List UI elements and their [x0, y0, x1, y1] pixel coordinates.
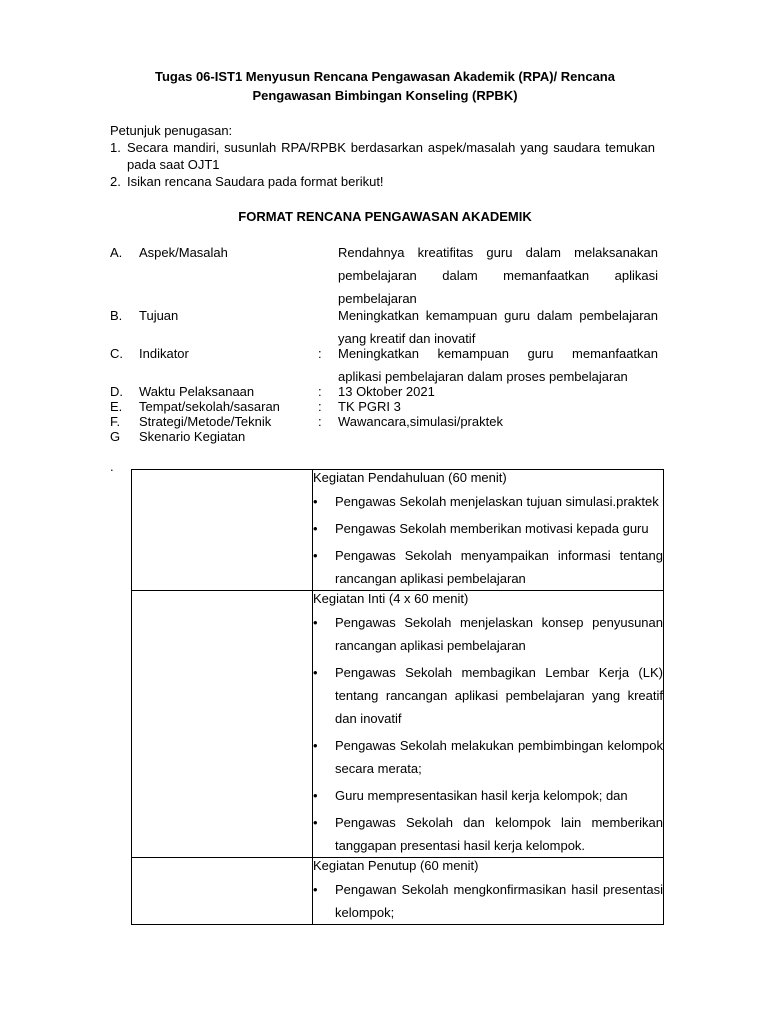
bullet-icon: •	[313, 882, 318, 897]
bullet-icon: •	[313, 615, 318, 630]
list-item-text: Pengawas Sekolah membagikan Lembar Kerja (LK) tentang rancangan aplikasi pembelajaran yang kreatif dan inovatif	[335, 665, 663, 726]
section-heading: Kegiatan Penutup (60 menit)	[313, 858, 479, 873]
stray-dot: .	[110, 459, 114, 474]
table-row	[132, 470, 664, 591]
field-label: Aspek/Masalah	[139, 245, 228, 260]
bullet-icon: •	[313, 548, 318, 563]
field-value: 13 Oktober 2021	[338, 384, 435, 399]
table-cell-empty	[132, 470, 313, 591]
field-value: TK PGRI 3	[338, 399, 401, 414]
list-item	[313, 784, 663, 807]
field-letter: A.	[110, 245, 123, 260]
bullet-icon: •	[313, 521, 318, 536]
list-item-text: Pengawan Sekolah mengkonfirmasikan hasil presentasi kelompok;	[335, 882, 663, 920]
bullet-icon: •	[313, 815, 318, 830]
field-label: Waktu Pelaksanaan	[139, 384, 255, 399]
list-item-text: Pengawas Sekolah menjelaskan tujuan simulasi.praktek	[335, 494, 659, 509]
field-value: Meningkatkan kemampuan guru memanfaatkan aplikasi pembelajaran dalam proses pembelajaran	[338, 346, 658, 384]
list-item-text: Pengawas Sekolah melakukan pembimbingan kelompok secara merata;	[335, 738, 663, 776]
field-label: Tujuan	[139, 308, 179, 323]
field-value: Meningkatkan kemampuan guru dalam pembelajaran yang kreatif dan inovatif	[338, 308, 658, 346]
title-line-2: Pengawasan Bimbingan Konseling (RPBK)	[252, 88, 518, 103]
field-letter: E.	[110, 399, 123, 414]
list-item-text: Pengawas Sekolah dan kelompok lain memberikan tanggapan presentasi hasil kerja kelompok.	[335, 815, 663, 853]
scenario-table	[131, 469, 664, 925]
field-letter: F.	[110, 414, 121, 429]
list-item-text: Guru mempresentasikan hasil kerja kelompok; dan	[335, 788, 628, 803]
field-label: Indikator	[139, 346, 189, 361]
list-item	[313, 611, 663, 657]
instruction-item	[110, 173, 655, 190]
list-item	[313, 490, 663, 513]
instruction-number: 2.	[110, 174, 121, 189]
list-item	[313, 734, 663, 780]
section-heading: Kegiatan Pendahuluan (60 menit)	[313, 470, 507, 485]
field-label: Skenario Kegiatan	[139, 429, 246, 444]
field-colon: :	[318, 399, 322, 414]
bullet-icon: •	[313, 738, 318, 753]
section-heading: Kegiatan Inti (4 x 60 menit)	[313, 591, 469, 606]
bullet-icon: •	[313, 665, 318, 680]
format-title: FORMAT RENCANA PENGAWASAN AKADEMIK	[238, 209, 532, 224]
field-letter: C.	[110, 346, 123, 361]
field-colon: :	[318, 346, 322, 361]
list-item	[313, 544, 663, 590]
instructions-list	[110, 139, 655, 190]
list-item	[313, 811, 663, 857]
title-line-1: Tugas 06-IST1 Menyusun Rencana Pengawasan Akademik (RPA)/ Rencana	[155, 69, 615, 84]
bullet-icon: •	[313, 788, 318, 803]
scenario-section-inti	[313, 591, 664, 858]
scenario-section-penutup	[313, 858, 664, 925]
field-letter: D.	[110, 384, 123, 399]
field-letter: B.	[110, 308, 123, 323]
table-row	[132, 858, 664, 925]
table-row	[132, 591, 664, 858]
list-item	[313, 517, 663, 540]
instruction-text: Secara mandiri, susunlah RPA/RPBK berdasarkan aspek/masalah yang saudara temukan pada saat OJT1	[127, 140, 655, 172]
field-label: Tempat/sekolah/sasaran	[139, 399, 280, 414]
field-value: Wawancara,simulasi/praktek	[338, 414, 503, 429]
list-item	[313, 661, 663, 730]
field-letter: G	[110, 429, 121, 444]
table-cell-empty	[132, 858, 313, 925]
field-colon: :	[318, 414, 322, 429]
instruction-item	[110, 139, 655, 173]
scenario-section-pendahuluan	[313, 470, 664, 591]
list-item	[313, 878, 663, 924]
list-item-text: Pengawas Sekolah menjelaskan konsep penyusunan rancangan aplikasi pembelajaran	[335, 615, 663, 653]
table-cell-empty	[132, 591, 313, 858]
list-item-text: Pengawas Sekolah menyampaikan informasi tentang rancangan aplikasi pembelajaran	[335, 548, 663, 586]
instruction-number: 1.	[110, 140, 121, 155]
instructions-heading: Petunjuk penugasan:	[110, 123, 233, 138]
bullet-icon: •	[313, 494, 318, 509]
list-item-text: Pengawas Sekolah memberikan motivasi kepada guru	[335, 521, 649, 536]
field-colon: :	[318, 384, 322, 399]
instruction-text: Isikan rencana Saudara pada format berikut!	[127, 174, 384, 189]
document-title	[110, 67, 660, 105]
field-label: Strategi/Metode/Teknik	[139, 414, 272, 429]
field-value: Rendahnya kreatifitas guru dalam melaksanakan pembelajaran dalam memanfaatkan aplikasi pembelajaran	[338, 245, 658, 306]
